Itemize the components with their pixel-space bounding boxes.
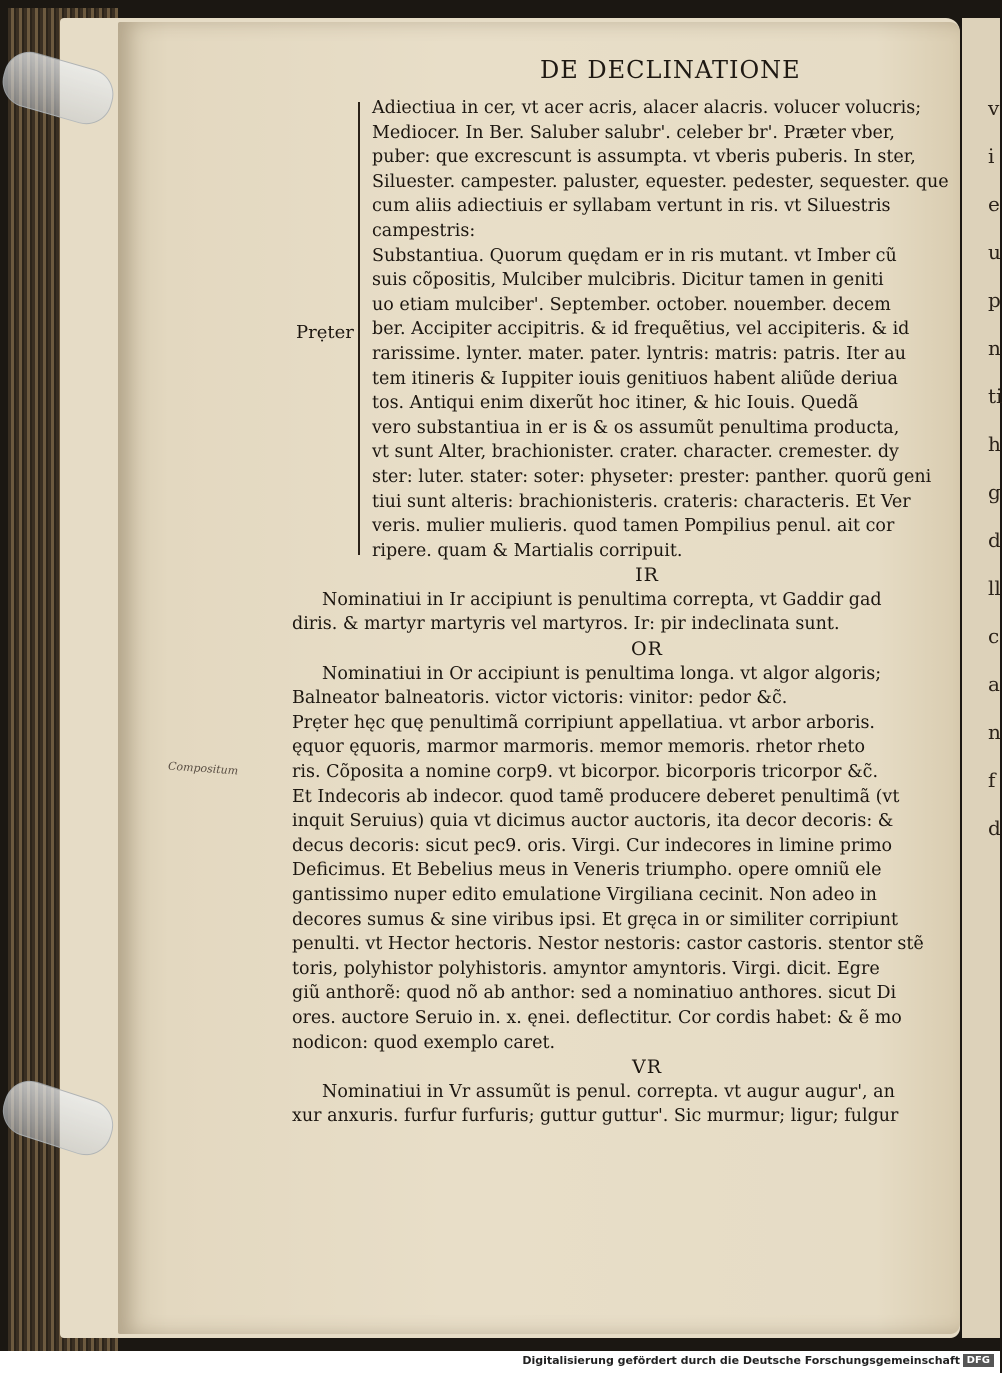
text-line: toris, polyhistor polyhistoris. amyntor amyntoris. Virgi. dicit. Egre: [292, 958, 880, 979]
text-line: uo etiam mulciber'. September. october. nouember. decem: [372, 294, 891, 315]
heading-ir: IR: [635, 564, 659, 587]
text-line: ster: luter. stater: soter: physeter: prester: panther. quorũ geni: [372, 466, 932, 487]
text-line: Prẹter hęc quę penultimã corripiunt appellatiua. vt arbor arboris.: [292, 712, 875, 733]
text-line: nodicon: quod exemplo caret.: [292, 1032, 556, 1053]
facing-page-glyph: n: [988, 720, 1001, 744]
text-line: suis cõpositis, Mulciber mulcibris. Dicitur tamen in geniti: [372, 270, 884, 291]
facing-page-glyph: ti: [988, 384, 1002, 408]
text-line: rarissime. lynter. mater. pater. lyntris: matris: patris. Iter au: [372, 343, 907, 364]
text-line: xur anxuris. furfur furfuris; guttur guttur'. Sic murmur; ligur; fulgur: [292, 1106, 899, 1127]
facing-page-glyph: h: [988, 432, 1001, 456]
section-vr: [292, 1080, 942, 1129]
text-line: Mediocer. In Ber. Saluber salubr'. celeber br'. Præter vber,: [372, 122, 895, 143]
text-line: vero substantiua in er is & os assumũt penultima producta,: [372, 417, 900, 438]
facing-page-glyph: d: [988, 528, 1001, 552]
footer-credit: Digitalisierung gefördert durch die Deutsche Forschungsgemeinschaft: [522, 1354, 960, 1367]
text-line: Et Indecoris ab indecor. quod tamẽ producere deberet penultimã (vt: [292, 786, 900, 807]
text-line: tiui sunt alteris: brachionisteris. crateris: characteris. Et Ver: [372, 491, 911, 512]
text-line: decores sumus & sine viribus ipsi. Et gręca in or similiter corripiunt: [292, 909, 898, 930]
facing-page-glyph: ll: [988, 576, 1001, 600]
text-line: giũ anthorẽ: quod nõ ab anthor: sed a nominatiuo anthores. sicut Di: [292, 983, 897, 1004]
main-text: [292, 96, 949, 1129]
facing-page-glyph: g: [988, 480, 1001, 504]
text-line: Substantiua. Quorum quędam er in ris mutant. vt Imber cũ: [372, 245, 897, 266]
facing-page-glyph: c: [988, 624, 1000, 648]
text-line: ripere. quam & Martialis corripuit.: [372, 540, 683, 561]
text-line: veris. mulier mulieris. quod tamen Pompilius penul. ait cor: [372, 516, 895, 537]
text-line: penulti. vt Hector hectoris. Nestor nestoris: castor castoris. stentor stẽ: [292, 934, 924, 955]
text-line: tos. Antiqui enim dixerũt hoc itiner, & hic Iouis. Quedã: [372, 393, 859, 414]
facing-page-glyph: u: [988, 240, 1001, 264]
heading-or: OR: [631, 638, 663, 661]
facing-page-edge: [962, 18, 1000, 1338]
text-line: decus decoris: sicut pec9. oris. Virgi. Cur indecores in limine primo: [292, 835, 893, 856]
facing-page-glyph: p: [988, 288, 1001, 312]
running-head: DE DECLINATIONE: [540, 56, 801, 84]
text-line: tem itineris & Iuppiter iouis genitiuos habent aliũde deriua: [372, 368, 898, 389]
facing-page-glyph: n: [988, 336, 1001, 360]
section-ir: [292, 588, 942, 637]
text-line: ores. auctore Seruio in. x. ęnei. deflectitur. Cor cordis habet: & ẽ mo: [292, 1007, 902, 1028]
text-line: ris. Cõposita a nomine corp9. vt bicorpor. bicorporis tricorpor &c̃.: [292, 762, 879, 783]
text-line: cum aliis adiectiuis er syllabam vertunt in ris. vt Siluestris: [372, 196, 891, 217]
text-line: vt sunt Alter, brachionister. crater. character. cremester. dy: [372, 442, 899, 463]
text-line: Nominatiui in Or accipiunt is penultima longa. vt algor algoris;: [322, 663, 882, 684]
text-line: Balneator balneatoris. victor victoris: vinitor: pedor &c̃.: [292, 688, 788, 709]
bracketed-section: [292, 96, 949, 563]
facing-page-glyph: e: [988, 192, 1000, 216]
text-line: ęquor ęquoris, marmor marmoris. memor memoris. rhetor rheto: [292, 737, 865, 758]
text-line: Siluester. campester. paluster, equester. pedester, sequester. que: [372, 171, 949, 192]
handwritten-margin-note: Compositum: [167, 759, 239, 778]
text-line: ber. Accipiter accipitris. & id frequẽtius, vel accipiteris. & id: [372, 319, 910, 340]
text-line: diris. & martyr martyris vel martyros. Ir: pir indeclinata sunt.: [292, 614, 840, 635]
text-line: Deficimus. Et Bebelius meus in Veneris triumpho. opere omniũ ele: [292, 860, 882, 881]
facing-page-glyph: d: [988, 816, 1001, 840]
facing-page-glyph: a: [988, 672, 1000, 696]
text-line: Adiectiua in cer, vt acer acris, alacer alacris. volucer volucris;: [372, 98, 922, 118]
text-line: Nominatiui in Vr assumũt is penul. correpta. vt augur augur', an: [322, 1081, 895, 1102]
text-line: puber: que excrescunt is assumpta. vt vberis puberis. In ster,: [372, 147, 916, 168]
text-line: gantissimo nuper edito emulatione Virgiliana cecinit. Non adeo in: [292, 885, 877, 905]
facing-page-glyph: i: [988, 144, 995, 168]
facing-page-glyph: v: [988, 96, 1000, 120]
section-or: [292, 662, 942, 1056]
text-line: campestris:: [372, 220, 476, 241]
footer-bar: [0, 1351, 1000, 1373]
facing-page-glyph: f: [988, 768, 996, 792]
dfg-logo: DFG: [963, 1354, 994, 1367]
text-line: Nominatiui in Ir accipiunt is penultima correpta, vt Gaddir gad: [322, 589, 882, 610]
heading-vr: VR: [631, 1056, 663, 1079]
text-line: inquit Seruius) quia vt dicimus auctor auctoris, ita decor decoris: &: [292, 811, 894, 832]
margin-note-preter: Prẹter: [296, 322, 354, 343]
